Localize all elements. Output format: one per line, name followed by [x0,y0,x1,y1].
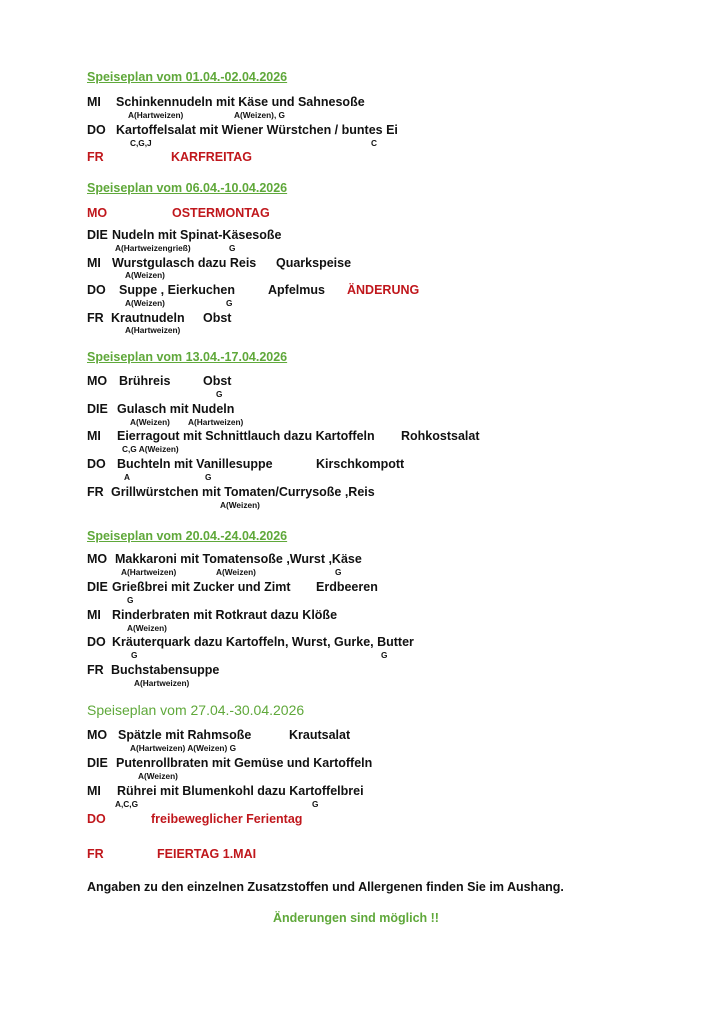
week-5-die-dish: Putenrollbraten mit Gemüse und Kartoffeln [116,756,373,770]
week-3-fr-allergen-1: A(Weizen) [220,500,260,510]
week-4-die-side: Erdbeeren [316,580,378,594]
week-3-fr-day: FR [87,485,104,499]
week-5-do-day: DO [87,812,106,826]
week-3-do-dish: Buchteln mit Vanillesuppe [117,457,273,471]
week-4-do-allergen-2: G [381,650,388,660]
week-1-mi-dish: Schinkennudeln mit Käse und Sahnesoße [116,95,365,109]
week-3-mi-side: Rohkostsalat [401,429,480,443]
week-4-mi-allergen-1: A(Weizen) [127,623,167,633]
week-3-mi-dish: Eierragout mit Schnittlauch dazu Kartoffeln [117,429,375,443]
week-3-heading: Speiseplan vom 13.04.-17.04.2026 [87,350,288,364]
week-5-mi-day: MI [87,784,101,798]
week-2-do-dish: Suppe , Eierkuchen [119,283,236,297]
week-4-mo-day: MO [87,552,108,566]
week-2-fr-dish: Krautnudeln [111,311,185,325]
week-5-heading: Speiseplan vom 27.04.-30.04.2026 [87,702,305,718]
week-2-do-allergen-2: G [226,298,233,308]
week-4-heading: Speiseplan vom 20.04.-24.04.2026 [87,529,288,543]
week-3-do-side: Kirschkompott [316,457,405,471]
week-1-mi-day: MI [87,95,101,109]
week-1-do-dish: Kartoffelsalat mit Wiener Würstchen / buntes Ei [116,123,398,137]
week-2-mi-day: MI [87,256,101,270]
week-2-fr-allergen-1: A(Hartweizen) [125,325,181,335]
week-2-heading: Speiseplan vom 06.04.-10.04.2026 [87,181,288,195]
week-4-do-dish: Kräuterquark dazu Kartoffeln, Wurst, Gurke, Butter [112,635,414,649]
week-2-do-change-note: ÄNDERUNG [347,283,420,297]
week-5-mo-side: Krautsalat [289,728,351,742]
week-1-mi-allergen-2: A(Weizen), G [234,110,286,120]
week-4-die-dish: Grießbrei mit Zucker und Zimt [112,580,291,594]
week-1-heading: Speiseplan vom 01.04.-02.04.2026 [87,70,288,84]
week-3-fr-dish: Grillwürstchen mit Tomaten/Currysoße ,Reis [111,485,375,499]
week-4-do-allergen-1: G [131,650,138,660]
week-2-fr-day: FR [87,311,104,325]
week-5-mo-allergen-1: A(Hartweizen) A(Weizen) G [130,743,237,753]
week-4-do-day: DO [87,635,106,649]
week-4-mo-allergen-1: A(Hartweizen) [121,567,177,577]
week-4-die-allergen-1: G [127,595,134,605]
week-1-do-day: DO [87,123,106,137]
week-3-mi-allergen-1: C,G A(Weizen) [122,444,179,454]
week-5-mi-allergen-1: A,C,G [115,799,139,809]
week-5-fr-holiday: FEIERTAG 1.MAI [157,847,257,861]
week-2-die-allergen-1: A(Hartweizengrieß) [115,243,191,253]
week-2-mi-dish: Wurstgulasch dazu Reis [112,256,257,270]
week-1-fr-holiday: KARFREITAG [171,150,253,164]
week-2-do-side: Apfelmus [268,283,325,297]
week-2-mo-day: MO [87,206,108,220]
week-4-fr-allergen-1: A(Hartweizen) [134,678,190,688]
week-2-die-allergen-2: G [229,243,236,253]
week-1-fr-day: FR [87,150,104,164]
week-3-mo-day: MO [87,374,108,388]
week-3-mo-side: Obst [203,374,232,388]
week-4-fr-dish: Buchstabensuppe [111,663,220,677]
week-5-do-holiday: freibeweglicher Ferientag [151,812,303,826]
week-5-mi-allergen-2: G [312,799,319,809]
week-3-mo-dish: Brühreis [119,374,171,388]
week-4-die-day: DIE [87,580,108,594]
week-5-mi-dish: Rührei mit Blumenkohl dazu Kartoffelbrei [117,784,364,798]
week-4-mo-allergen-3: G [335,567,342,577]
week-2-mo-holiday: OSTERMONTAG [172,206,270,220]
week-3-do-day: DO [87,457,106,471]
week-3-do-allergen-1: A [124,472,130,482]
allergen-info-note: Angaben zu den einzelnen Zusatzstoffen und Allergenen finden Sie im Aushang. [87,880,564,894]
week-3-die-allergen-1: A(Weizen) [130,417,170,427]
week-1-do-allergen-2: C [371,138,377,148]
week-3-do-allergen-2: G [205,472,212,482]
week-1-mi-allergen-1: A(Hartweizen) [128,110,184,120]
week-1-do-allergen-1: C,G,J [130,138,152,148]
week-3-die-day: DIE [87,402,108,416]
week-4-mi-day: MI [87,608,101,622]
week-4-mi-dish: Rinderbraten mit Rotkraut dazu Klöße [112,608,338,622]
week-3-mi-day: MI [87,429,101,443]
week-5-fr-day: FR [87,847,104,861]
week-2-die-dish: Nudeln mit Spinat-Käsesoße [112,228,282,242]
week-2-die-day: DIE [87,228,108,242]
week-4-fr-day: FR [87,663,104,677]
week-3-mo-allergen-1: G [216,389,223,399]
week-5-die-day: DIE [87,756,108,770]
changes-note: Änderungen sind möglich !! [273,911,439,925]
week-4-mo-dish: Makkaroni mit Tomatensoße ,Wurst ,Käse [115,552,362,566]
week-5-mo-dish: Spätzle mit Rahmsoße [118,728,252,742]
week-2-fr-side: Obst [203,311,232,325]
week-4-mo-allergen-2: A(Weizen) [216,567,256,577]
week-3-die-allergen-2: A(Hartweizen) [188,417,244,427]
week-2-mi-side: Quarkspeise [276,256,352,270]
week-2-do-allergen-1: A(Weizen) [125,298,165,308]
week-5-die-allergen-1: A(Weizen) [138,771,178,781]
week-3-die-dish: Gulasch mit Nudeln [117,402,235,416]
week-2-mi-allergen-1: A(Weizen) [125,270,165,280]
week-2-do-day: DO [87,283,106,297]
week-5-mo-day: MO [87,728,108,742]
